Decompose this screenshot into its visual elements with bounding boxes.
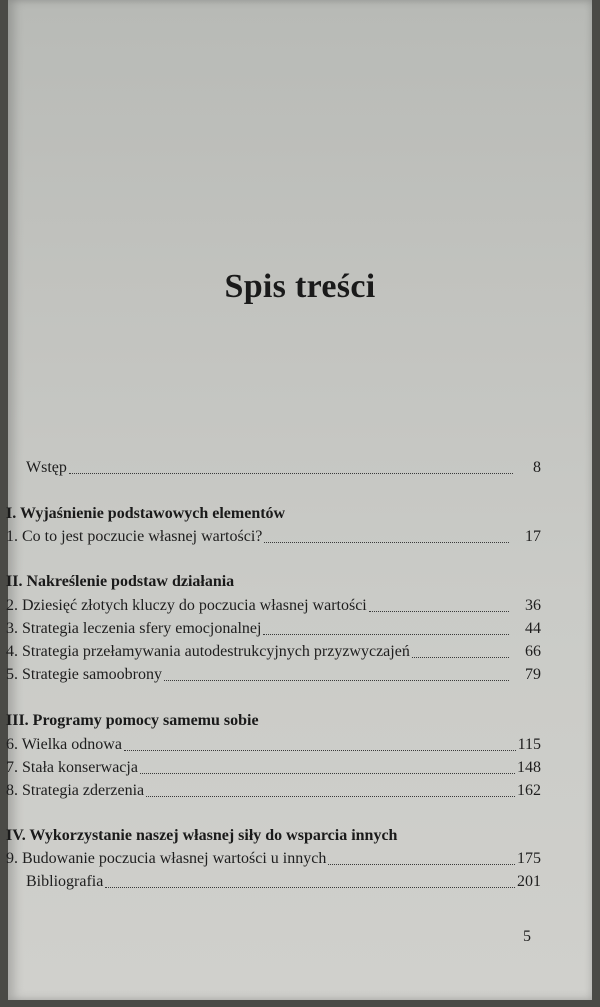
toc-entry-3 — [6, 618, 541, 640]
dot-leader — [105, 886, 515, 888]
section-heading-3: III. Programy pomocy samemu sobie — [6, 712, 259, 729]
toc-entry-page: 162 — [517, 782, 541, 799]
toc-entry-page: 8 — [533, 459, 541, 476]
toc-entry-1 — [6, 526, 541, 548]
toc-entry-label: Wstęp — [26, 459, 67, 476]
toc-entry-page: 201 — [517, 873, 541, 890]
dot-leader — [369, 610, 509, 612]
dot-leader — [328, 863, 515, 865]
dot-leader — [69, 472, 513, 474]
toc-entry-page: 17 — [525, 528, 541, 545]
toc-entry-label: 2. Dziesięć złotych kluczy do poczucia własnej wartości — [6, 597, 367, 614]
toc-entry-5 — [6, 664, 541, 686]
toc-entry-page: 175 — [517, 850, 541, 867]
dot-leader — [140, 772, 515, 774]
dot-leader — [124, 749, 516, 751]
dot-leader — [412, 656, 509, 658]
page-number: 5 — [523, 928, 531, 945]
toc-entry-9 — [6, 848, 541, 870]
section-heading-4: IV. Wykorzystanie naszej własnej siły do wsparcia innych — [6, 827, 398, 844]
toc-entry-page: 66 — [525, 643, 541, 660]
toc-entry-label: 6. Wielka odnowa — [6, 736, 122, 753]
section-heading-1: I. Wyjaśnienie podstawowych elementów — [6, 505, 286, 522]
toc-entry-4 — [6, 641, 541, 663]
toc-entry-bibliography — [26, 871, 541, 893]
dot-leader — [146, 795, 515, 797]
toc-entry-intro — [26, 457, 541, 479]
toc-entry-2 — [6, 595, 541, 617]
toc-entry-label: Bibliografia — [26, 873, 104, 890]
toc-entry-8 — [6, 780, 541, 802]
toc-entry-label: 9. Budowanie poczucia własnej wartości u innych — [6, 850, 327, 867]
toc-entry-page: 36 — [525, 597, 541, 614]
dot-leader — [164, 679, 509, 681]
toc-entry-page: 79 — [525, 666, 541, 683]
page-title: Spis treści — [224, 268, 376, 305]
toc-entry-page: 148 — [517, 759, 541, 776]
dot-leader — [263, 633, 509, 635]
toc-entry-label: 4. Strategia przełamywania autodestrukcyjnych przyzwyczajeń — [6, 643, 410, 660]
toc-entry-label: 5. Strategie samoobrony — [6, 666, 162, 683]
toc-entry-7 — [6, 757, 541, 779]
toc-entry-label: 7. Stała konserwacja — [6, 759, 138, 776]
section-heading-2: II. Nakreślenie podstaw działania — [6, 573, 235, 590]
dot-leader — [264, 541, 509, 543]
toc-entry-page: 44 — [525, 620, 541, 637]
toc-entry-label: 3. Strategia leczenia sfery emocjonalnej — [6, 620, 262, 637]
toc-entry-page: 115 — [517, 736, 541, 753]
toc-entry-6 — [6, 734, 541, 756]
toc-entry-label: 1. Co to jest poczucie własnej wartości? — [6, 528, 263, 545]
toc-entry-label: 8. Strategia zderzenia — [6, 782, 145, 799]
book-page — [8, 0, 592, 1000]
